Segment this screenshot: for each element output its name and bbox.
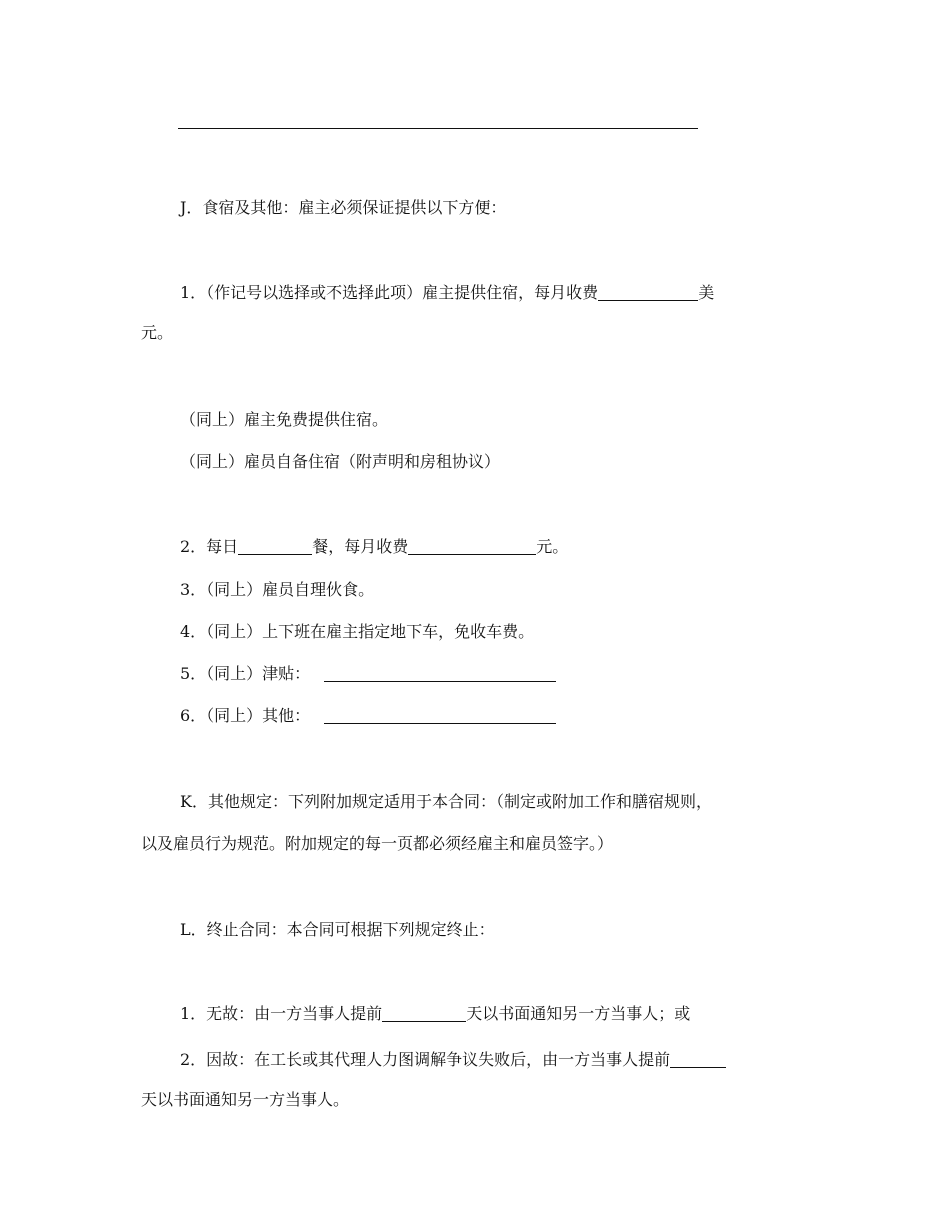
section-j-item1: 1．（作记号以选择或不选择此项）雇主提供住宿，每月收费 美 bbox=[180, 283, 715, 302]
section-l-heading: L．终止合同：本合同可根据下列规定终止： bbox=[180, 920, 495, 939]
section-l-item2: 2．因故：在工长或其代理人力图调解争议失败后，由一方当事人提前 bbox=[180, 1050, 726, 1070]
section-j-item4: 4．（同上）上下班在雇主指定地下车，免收车费。 bbox=[180, 622, 535, 641]
option-self-lodging: （同上）雇员自备住宿（附声明和房租协议） bbox=[180, 452, 501, 471]
section-l-item2-cont: 天以书面通知另一方当事人。 bbox=[141, 1090, 350, 1109]
section-j-item1-cont: 元。 bbox=[141, 323, 174, 342]
notice-days-no-cause-blank[interactable] bbox=[382, 1005, 466, 1022]
section-j-item5: 5．（同上）津贴： bbox=[180, 664, 556, 684]
meals-per-day-blank[interactable] bbox=[238, 538, 312, 555]
section-j-item3: 3．（同上）雇员自理伙食。 bbox=[180, 580, 375, 599]
lodging-fee-blank[interactable] bbox=[598, 284, 698, 301]
section-k-line2: 以及雇员行为规范。附加规定的每一页都必须经雇主和雇员签字。） bbox=[141, 834, 614, 853]
section-j-item6: 6．（同上）其他： bbox=[180, 706, 556, 726]
section-j-item2: 2．每日 餐，每月收费 元。 bbox=[180, 537, 569, 556]
allowance-blank[interactable] bbox=[324, 665, 556, 682]
meal-fee-blank[interactable] bbox=[408, 538, 536, 555]
option-free-lodging: （同上）雇主免费提供住宿。 bbox=[180, 410, 389, 429]
section-l-item1: 1．无故：由一方当事人提前 天以书面通知另一方当事人；或 bbox=[180, 1004, 691, 1023]
other-blank[interactable] bbox=[324, 707, 556, 724]
section-j-heading: J．食宿及其他：雇主必须保证提供以下方便： bbox=[180, 198, 507, 217]
notice-days-cause-blank[interactable] bbox=[670, 1051, 726, 1068]
section-k-line1: K．其他规定：下列附加规定适用于本合同：（制定或附加工作和膳宿规则， bbox=[180, 792, 712, 811]
top-divider-line bbox=[178, 128, 698, 129]
